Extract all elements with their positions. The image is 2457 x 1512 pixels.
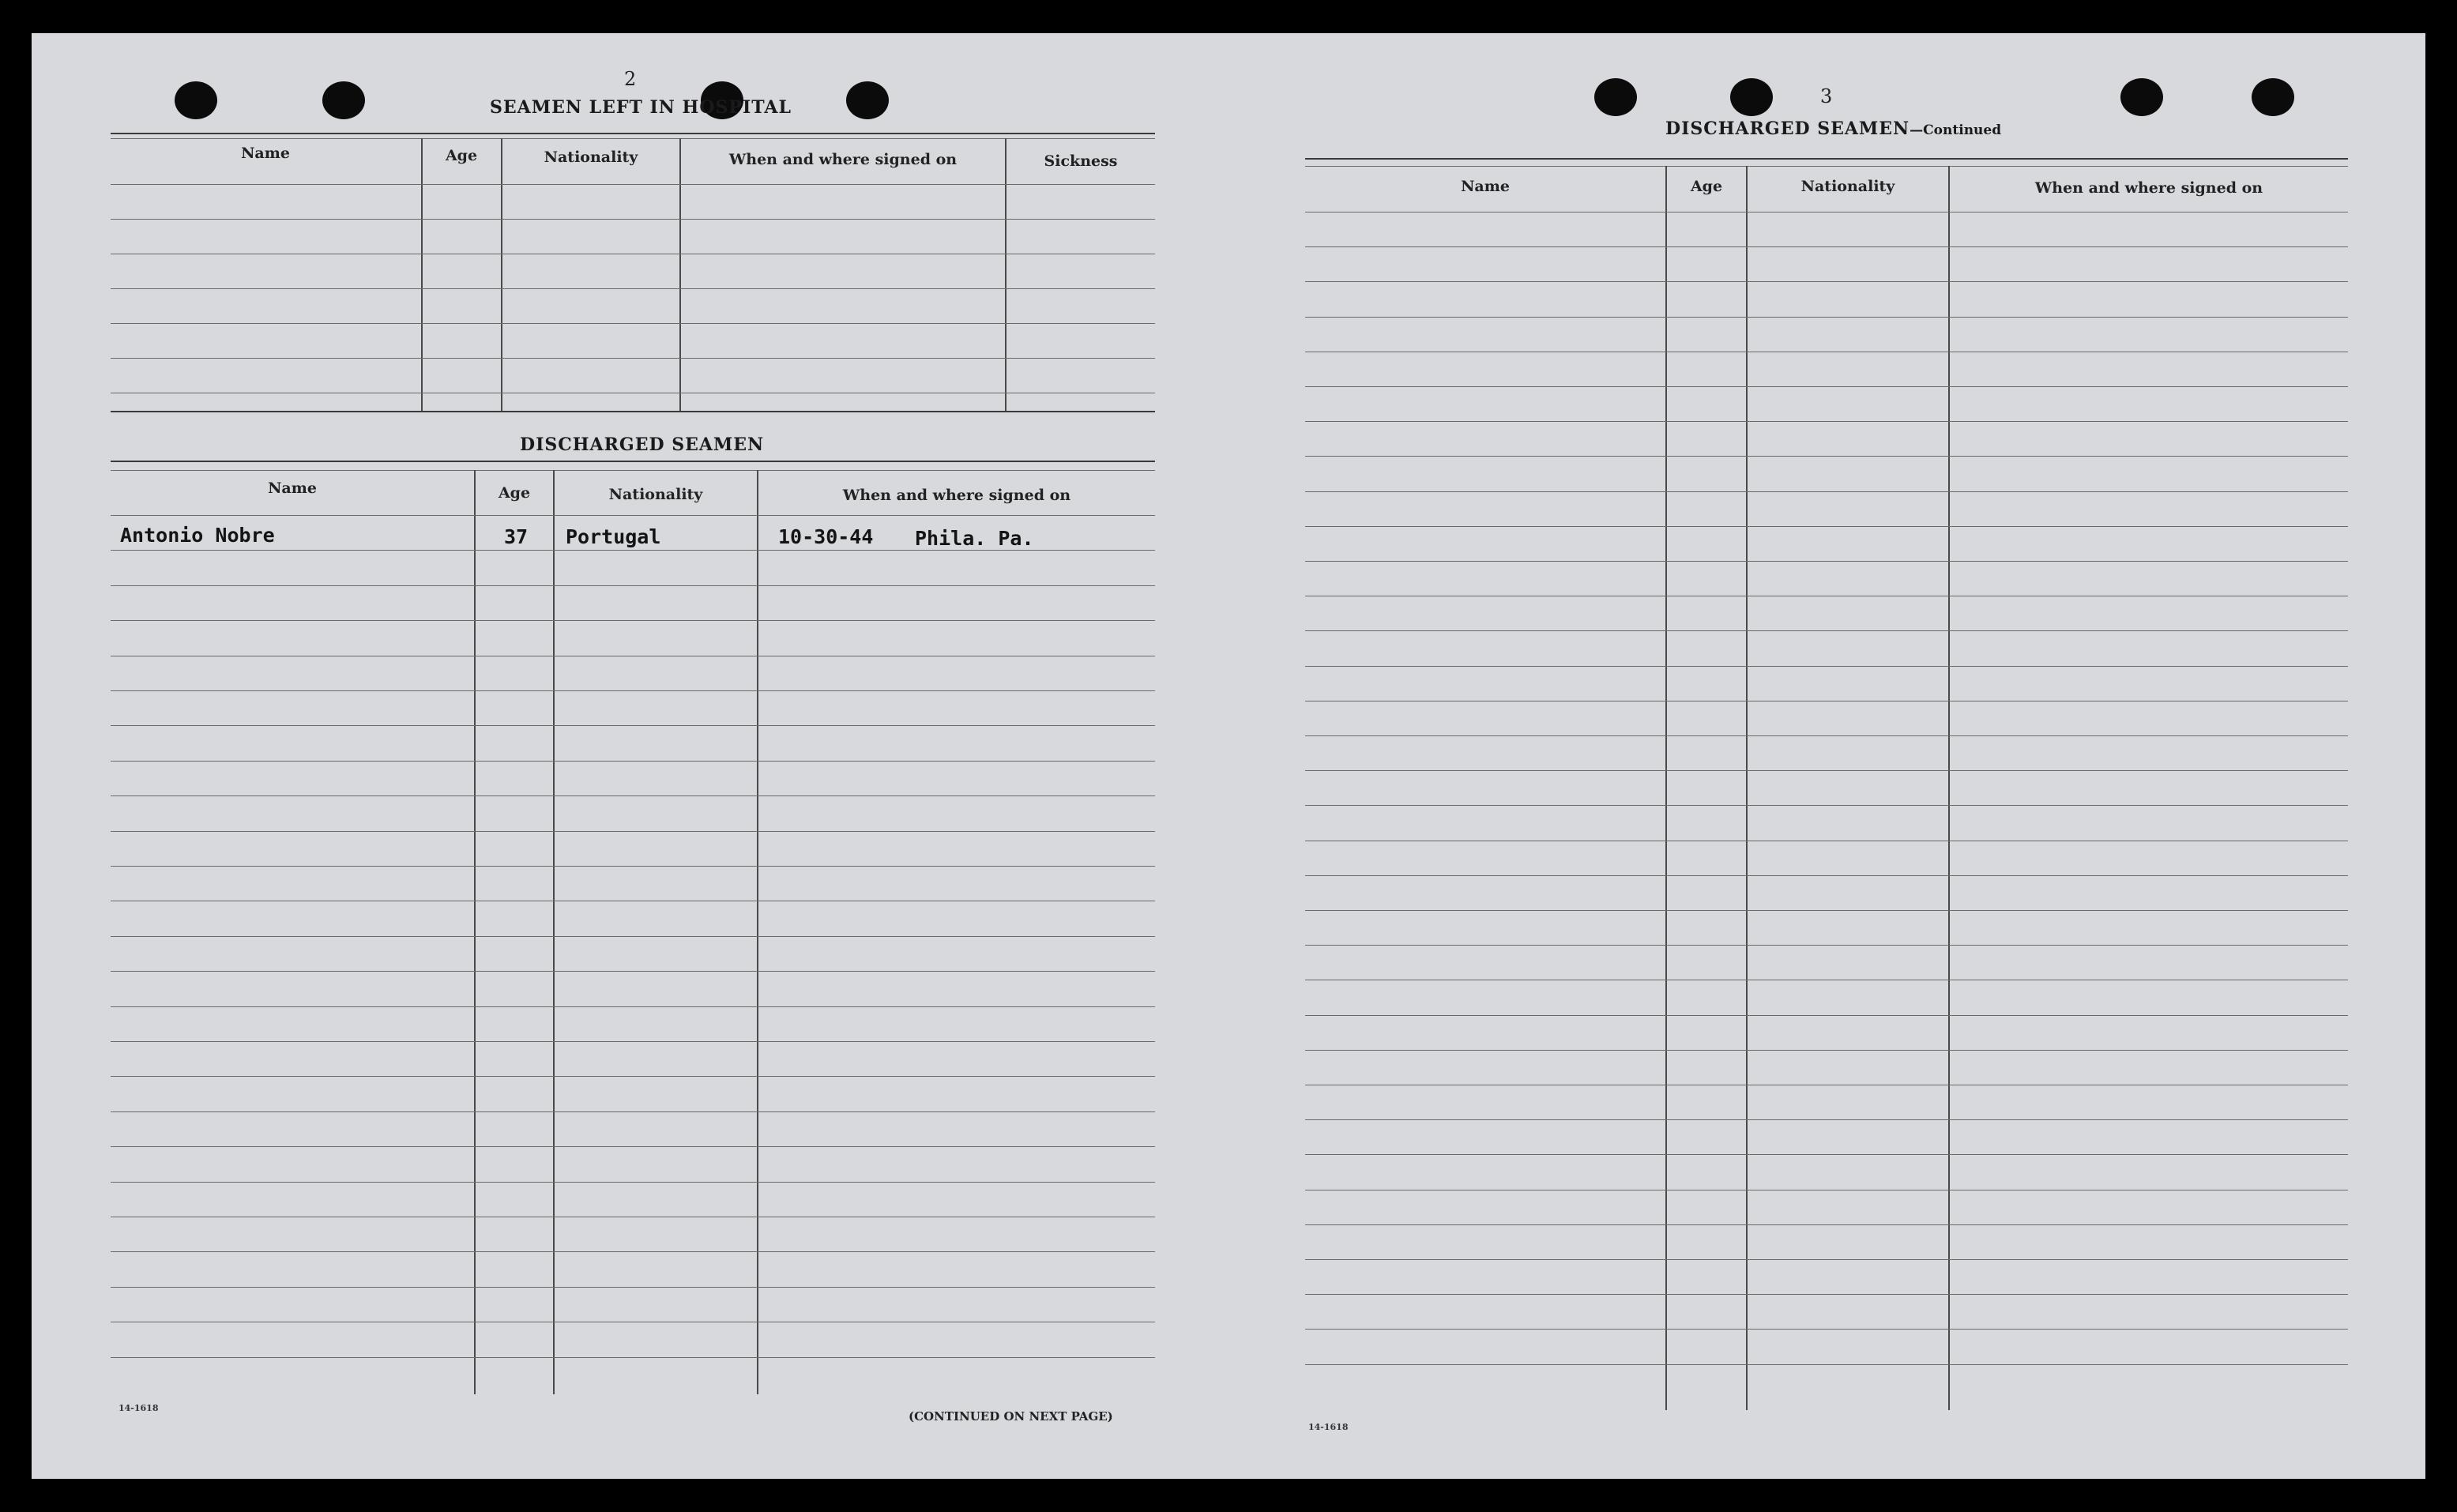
ruled-line: [111, 690, 1155, 691]
discharged-col-when-where: When and where signed on: [842, 487, 1071, 504]
right-col-when-where: When and where signed on: [2034, 179, 2263, 197]
ruled-line: [1305, 945, 2348, 946]
ruled-line: [1305, 1259, 2348, 1260]
discharged-col-age: Age: [498, 484, 531, 502]
ruled-line: [1305, 1154, 2348, 1155]
ruled-line: [111, 725, 1155, 726]
punch-hole: [1594, 78, 1637, 116]
ruled-line: [111, 323, 1155, 324]
right-col-age: Age: [1690, 178, 1723, 195]
ruled-line: [1305, 1015, 2348, 1016]
discharged-table-top-rule: [111, 461, 1155, 462]
right-section-title-text: DISCHARGED SEAMEN: [1665, 118, 1910, 139]
discharged-col-divider: [553, 470, 555, 1394]
ruled-line: [1305, 246, 2348, 247]
ruled-line: [111, 288, 1155, 289]
ruled-line: [1305, 1329, 2348, 1330]
continued-note: (CONTINUED ON NEXT PAGE): [909, 1409, 1113, 1424]
register-sheet: [32, 33, 2425, 1479]
seaman-signed-date: 10-30-44: [778, 525, 874, 548]
seaman-age: 37: [504, 525, 529, 548]
right-page-number: 3: [1820, 85, 1833, 107]
ruled-line: [1305, 1050, 2348, 1051]
hospital-col-nationality: Nationality: [544, 149, 638, 166]
ruled-line: [1305, 875, 2348, 876]
hospital-table-bottom-rule: [111, 411, 1155, 412]
punch-hole: [2120, 78, 2163, 116]
ruled-line: [1305, 456, 2348, 457]
punch-hole: [1730, 78, 1773, 116]
discharged-col-name: Name: [268, 480, 317, 497]
ruled-line: [1305, 526, 2348, 527]
right-form-number: 14-1618: [1308, 1422, 1349, 1432]
ruled-line: [1305, 491, 2348, 492]
hospital-col-divider: [1005, 138, 1007, 411]
right-col-divider: [1948, 166, 1950, 1410]
ruled-line: [1305, 421, 2348, 422]
right-table-top-rule: [1305, 158, 2348, 160]
ruled-line: [111, 971, 1155, 972]
ruled-line: [1305, 1119, 2348, 1120]
ruled-line: [111, 761, 1155, 762]
right-section-title-suffix: —Continued: [1910, 122, 2002, 138]
hospital-col-divider: [501, 138, 502, 411]
ruled-line: [1305, 212, 2348, 213]
ruled-line: [1305, 735, 2348, 736]
ruled-line: [1305, 561, 2348, 562]
hospital-col-age: Age: [445, 147, 478, 164]
ruled-line: [111, 1111, 1155, 1112]
discharged-col-divider: [757, 470, 758, 1394]
ruled-line: [111, 219, 1155, 220]
ruled-line: [1305, 1294, 2348, 1295]
ruled-line: [111, 1251, 1155, 1252]
seaman-name: Antonio Nobre: [120, 524, 275, 547]
hospital-col-divider: [679, 138, 681, 411]
ruled-line: [1305, 666, 2348, 667]
ruled-line: [1305, 770, 2348, 771]
ruled-line: [111, 1357, 1155, 1358]
ruled-line: [111, 866, 1155, 867]
ruled-line: [111, 1041, 1155, 1042]
hospital-col-name: Name: [241, 145, 290, 162]
ruled-line: [111, 1182, 1155, 1183]
ruled-line: [111, 1006, 1155, 1007]
hospital-col-divider: [421, 138, 423, 411]
left-form-number: 14-1618: [119, 1403, 159, 1413]
punch-hole: [2252, 78, 2294, 116]
ruled-line: [111, 184, 1155, 185]
punch-hole: [846, 81, 889, 119]
right-section-title: [1665, 118, 2001, 139]
seaman-nationality: Portugal: [566, 525, 661, 548]
ruled-line: [1305, 805, 2348, 806]
ruled-line: [1305, 910, 2348, 911]
discharged-section-title: DISCHARGED SEAMEN: [520, 434, 765, 455]
ruled-line: [111, 795, 1155, 796]
ruled-line: [111, 1076, 1155, 1077]
ruled-line: [111, 585, 1155, 586]
ruled-line: [111, 831, 1155, 832]
ruled-line: [111, 358, 1155, 359]
ruled-line: [1305, 386, 2348, 387]
hospital-table-top-rule-2: [111, 138, 1155, 139]
hospital-section-title: SEAMEN LEFT IN HOSPITAL: [490, 97, 792, 118]
ruled-line: [111, 936, 1155, 937]
ruled-line: [111, 1146, 1155, 1147]
discharged-col-nationality: Nationality: [608, 486, 703, 503]
ruled-line: [111, 550, 1155, 551]
punch-hole: [322, 81, 365, 119]
ruled-line: [1305, 281, 2348, 282]
right-col-divider: [1746, 166, 1748, 1410]
right-col-name: Name: [1461, 178, 1510, 195]
hospital-col-sickness: Sickness: [1044, 152, 1118, 170]
discharged-col-divider: [474, 470, 476, 1394]
seaman-signed-place: Phila. Pa.: [915, 527, 1034, 550]
ruled-line: [111, 515, 1155, 516]
right-col-nationality: Nationality: [1800, 178, 1895, 195]
ruled-line: [111, 620, 1155, 621]
hospital-col-when-where: When and where signed on: [728, 151, 958, 168]
ruled-line: [1305, 1224, 2348, 1225]
ruled-line: [1305, 630, 2348, 631]
discharged-table-top-rule-2: [111, 470, 1155, 471]
ruled-line: [1305, 1364, 2348, 1365]
right-table-top-rule-2: [1305, 166, 2348, 167]
punch-hole: [175, 81, 217, 119]
ruled-line: [111, 1287, 1155, 1288]
hospital-table-top-rule: [111, 133, 1155, 134]
ruled-line: [1305, 317, 2348, 318]
left-page-number: 2: [624, 68, 637, 90]
right-col-divider: [1665, 166, 1667, 1410]
